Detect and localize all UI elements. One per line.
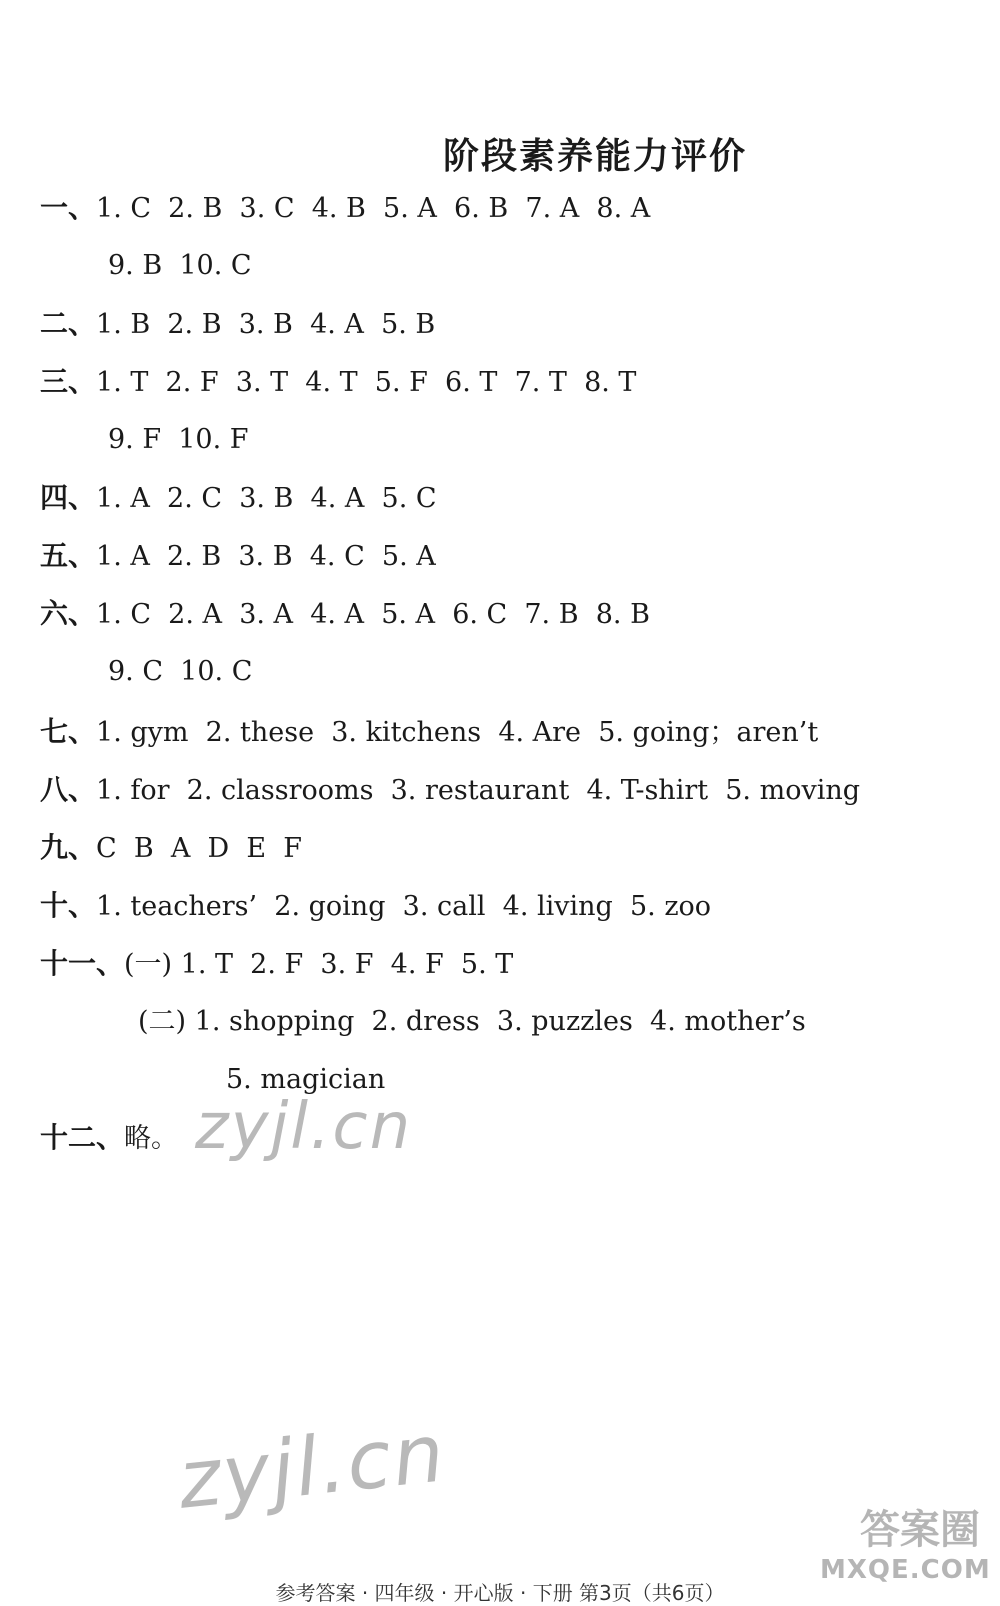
- answer-text: 略。: [124, 1123, 179, 1154]
- watermark-text: zyjl.cn: [195, 1090, 413, 1164]
- answer-text: C B A D E F: [96, 833, 302, 864]
- answer-text: 1. teachers’ 2. going 3. call 4. living 5. zoo: [96, 891, 712, 922]
- section-number: 一、: [40, 191, 97, 224]
- section-number: 十一、: [40, 947, 125, 980]
- answer-text: 1. C 2. A 3. A 4. A 5. A 6. C 7. B 8. B: [96, 599, 650, 630]
- answer-row: [40, 362, 636, 402]
- section-number: 七、: [40, 715, 97, 748]
- answer-row: [40, 188, 650, 228]
- logo-text-en: MXQE.COM: [820, 1555, 991, 1585]
- answer-text: 1. T 2. F 3. T 4. T 5. F 6. T 7. T 8. T: [96, 367, 637, 398]
- answer-row: [40, 1118, 178, 1158]
- answer-text: (二) 1. shopping 2. dress 3. puzzles 4. mother’s: [138, 1006, 806, 1037]
- section-number: 十、: [40, 889, 97, 922]
- answer-row: [40, 944, 513, 984]
- answer-text: 1. A 2. B 3. B 4. C 5. A: [96, 541, 436, 572]
- answer-text: 1. A 2. C 3. B 4. A 5. C: [96, 483, 437, 514]
- answer-text: 1. gym 2. these 3. kitchens 4. Are 5. going；aren’t: [96, 717, 819, 748]
- watermark-text-large: zyjl.cn: [173, 1406, 451, 1527]
- answer-text: 1. C 2. B 3. C 4. B 5. A 6. B 7. A 8. A: [96, 193, 651, 224]
- answer-row: [40, 304, 435, 344]
- answer-text: 1. for 2. classrooms 3. restaurant 4. T-shirt 5. moving: [96, 775, 861, 806]
- answer-text: 5. magician: [226, 1064, 386, 1095]
- site-logo: [820, 1498, 991, 1585]
- page-footer: 参考答案 · 四年级 · 开心版 · 下册 第3页（共6页）: [275, 1581, 725, 1605]
- answer-text: (一) 1. T 2. F 3. F 4. F 5. T: [124, 949, 514, 980]
- answer-row: [108, 246, 252, 286]
- answer-row: [40, 770, 860, 810]
- section-number: 五、: [40, 539, 97, 572]
- answer-row: [40, 886, 711, 926]
- answer-text: 1. B 2. B 3. B 4. A 5. B: [96, 309, 436, 340]
- section-number: 二、: [40, 307, 97, 340]
- answer-row: [138, 1002, 806, 1042]
- answer-row: [108, 420, 249, 460]
- answer-row: [108, 652, 252, 692]
- answer-row: [40, 828, 302, 868]
- section-number: 九、: [40, 831, 97, 864]
- section-number: 十二、: [40, 1121, 125, 1154]
- answer-row: [40, 712, 818, 752]
- answer-row: [40, 594, 650, 634]
- answer-text: 9. F 10. F: [108, 424, 249, 455]
- answer-text: 9. C 10. C: [108, 656, 253, 687]
- page-title: 阶段素养能力评价: [442, 135, 747, 177]
- answer-row: [40, 536, 436, 576]
- section-number: 六、: [40, 597, 97, 630]
- section-number: 八、: [40, 773, 97, 806]
- answer-text: 9. B 10. C: [108, 250, 252, 281]
- section-number: 三、: [40, 365, 97, 398]
- answer-row: [40, 478, 437, 518]
- logo-text-cn: 答案圈: [860, 1507, 980, 1553]
- section-number: 四、: [40, 481, 97, 514]
